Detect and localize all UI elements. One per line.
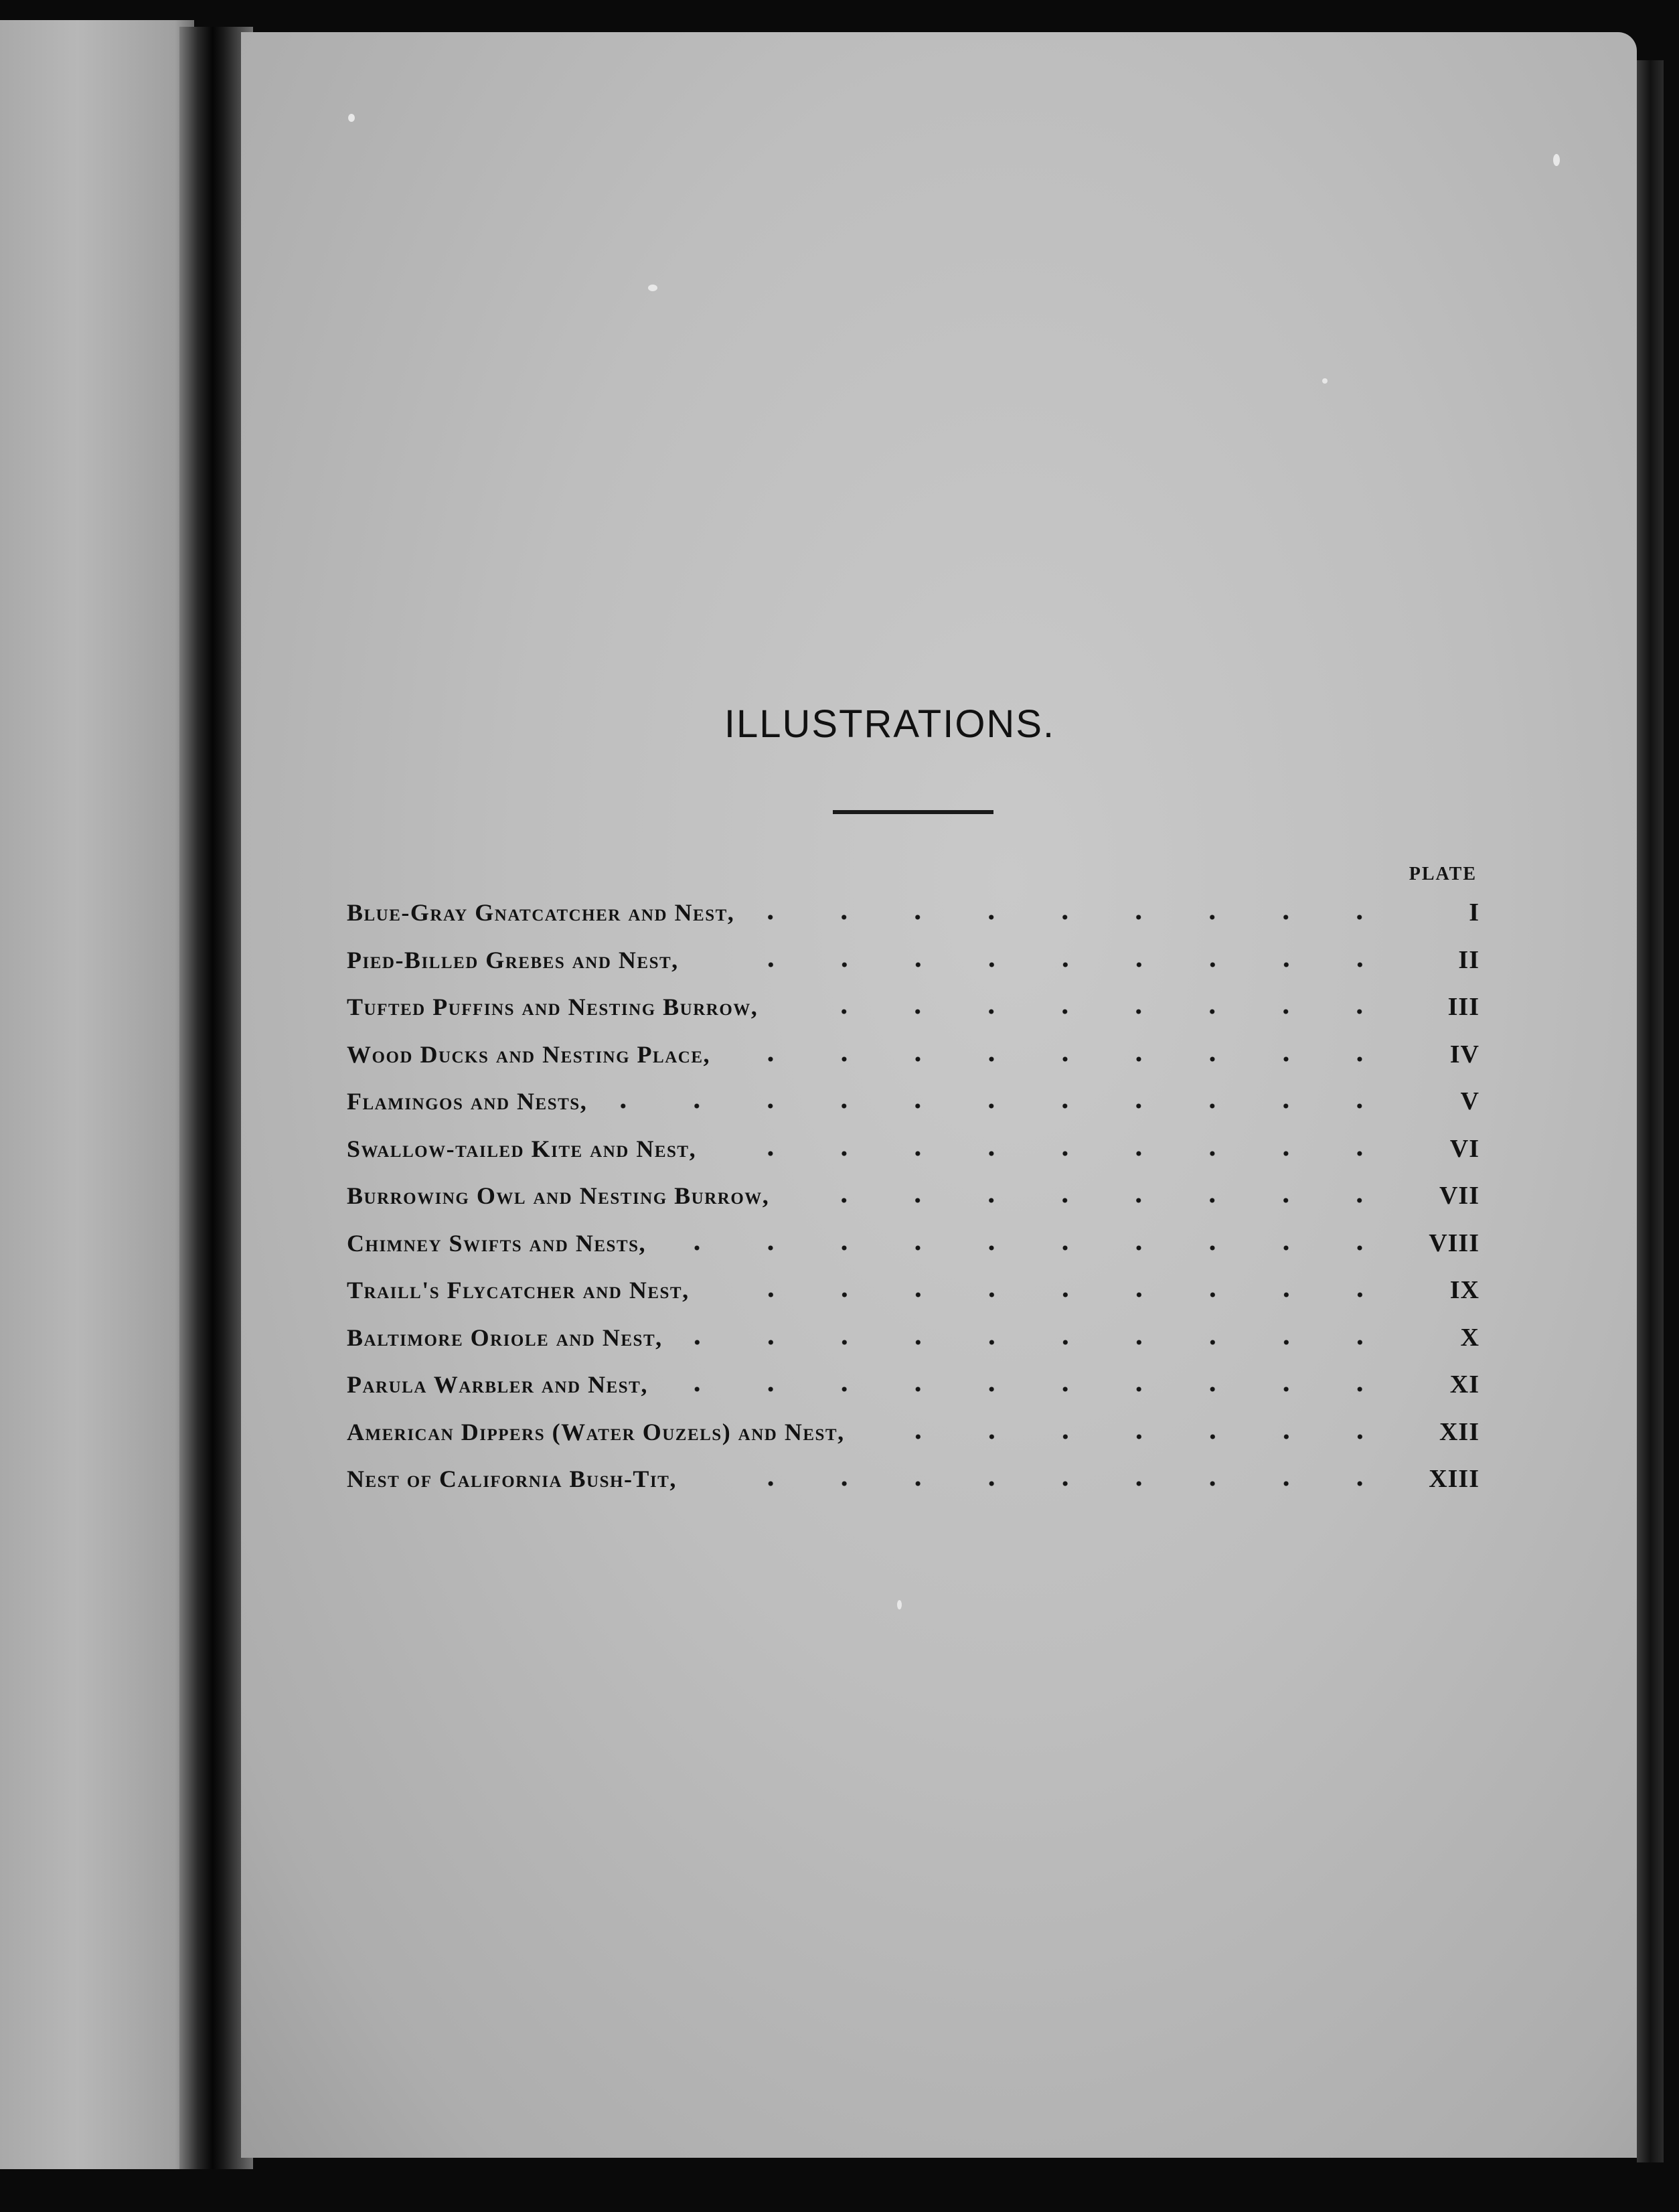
plate-number: XI — [1449, 1370, 1480, 1399]
illustration-title: Wood Ducks and Nesting Place, — [347, 1040, 710, 1068]
illustration-title: Swallow-tailed Kite and Nest, — [347, 1135, 697, 1162]
dot-leader — [712, 1291, 1396, 1299]
list-item — [347, 983, 1480, 1031]
scan-speck — [1553, 154, 1560, 166]
illustration-title: Burrowing Owl and Nesting Burrow, — [347, 1182, 770, 1210]
scan-speck — [1322, 378, 1328, 384]
dot-leader — [733, 1055, 1396, 1063]
dot-leader — [868, 1433, 1396, 1441]
dot-leader — [702, 961, 1396, 969]
list-item — [347, 1455, 1480, 1503]
illustration-title: Parula Warbler and Nest, — [347, 1371, 648, 1399]
list-item — [347, 1361, 1480, 1409]
scan-speck — [897, 1600, 902, 1609]
list-item — [347, 1125, 1480, 1173]
illustration-title: Baltimore Oriole and Nest, — [347, 1324, 663, 1351]
plate-number: I — [1469, 898, 1480, 927]
dot-leader — [719, 1150, 1396, 1158]
left-page — [0, 20, 194, 2169]
illustration-title: Nest of California Bush-Tit, — [347, 1466, 677, 1493]
illustration-title: Blue-Gray Gnatcatcher and Nest, — [347, 899, 735, 927]
page-title: ILLUSTRATIONS. — [724, 702, 1056, 746]
plate-number: III — [1447, 993, 1480, 1022]
list-item — [347, 1314, 1480, 1362]
scan-speck — [648, 285, 657, 291]
illustration-title: Traill's Flycatcher and Nest, — [347, 1277, 690, 1304]
plate-number: X — [1460, 1323, 1480, 1352]
plate-number: V — [1460, 1087, 1480, 1116]
page-edge — [1637, 60, 1664, 2162]
title-rule — [833, 810, 993, 814]
dot-leader — [686, 1338, 1396, 1346]
illustration-title: Pied-Billed Grebes and Nest, — [347, 946, 679, 973]
dot-leader — [671, 1385, 1396, 1393]
illustration-title: American Dippers (Water Ouzels) and Nest, — [347, 1418, 845, 1445]
dot-leader — [757, 913, 1396, 921]
plate-number: XII — [1439, 1417, 1480, 1446]
dot-leader — [669, 1244, 1396, 1252]
scan-speck — [348, 114, 355, 122]
plate-number: VI — [1449, 1134, 1480, 1163]
list-item — [347, 1172, 1480, 1220]
list-item — [347, 1220, 1480, 1267]
list-item — [347, 889, 1480, 937]
plate-number: VIII — [1429, 1229, 1480, 1257]
illustration-title: Flamingos and Nests, — [347, 1088, 588, 1115]
dot-leader — [700, 1480, 1396, 1488]
plate-number: VII — [1439, 1182, 1480, 1210]
list-item — [347, 1267, 1480, 1314]
dot-leader — [792, 1196, 1396, 1204]
list-item — [347, 1031, 1480, 1079]
plate-number: IV — [1449, 1040, 1480, 1069]
illustration-title: Tufted Puffins and Nesting Burrow, — [347, 994, 758, 1021]
dot-leader — [781, 1008, 1396, 1016]
list-item — [347, 937, 1480, 984]
illustrations-list — [347, 889, 1480, 1503]
plate-number: II — [1458, 945, 1480, 974]
list-item — [347, 1078, 1480, 1125]
illustration-title: Chimney Swifts and Nests, — [347, 1229, 646, 1257]
plate-number: IX — [1449, 1276, 1480, 1305]
dot-leader — [610, 1102, 1396, 1110]
plate-column-header: PLATE — [1409, 864, 1477, 884]
list-item — [347, 1409, 1480, 1456]
plate-number: XIII — [1429, 1465, 1480, 1494]
